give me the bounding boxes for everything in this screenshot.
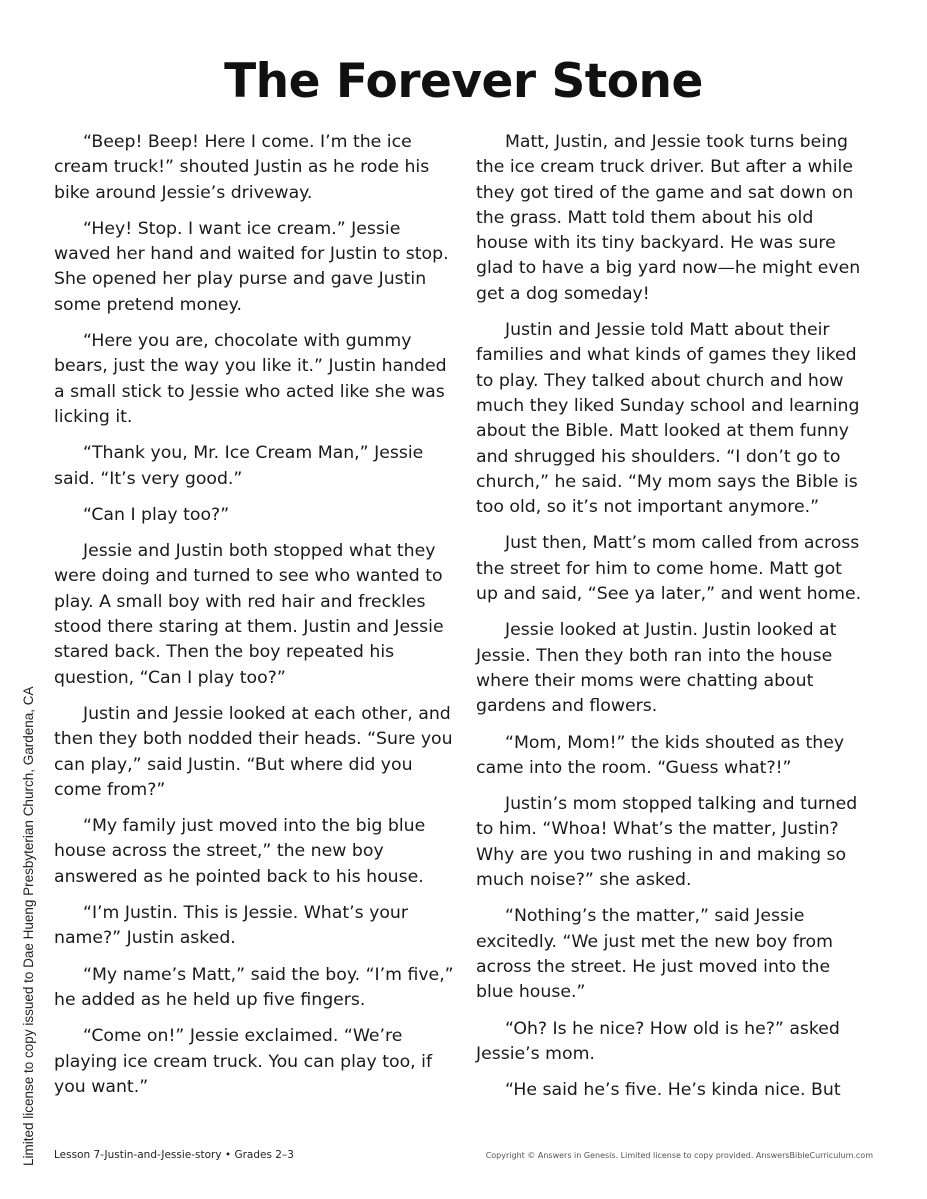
footer-copyright: Copyright © Answers in Genesis. Limited license to copy provided. AnswersBibleCurriculum.com <box>485 1151 873 1160</box>
page-title: The Forever Stone <box>224 54 703 109</box>
paragraph: “He said he’s five. He’s kinda nice. But <box>505 1080 841 1101</box>
license-sidebar: Limited license to copy issued to Dae Hueng Presbyterian Church, Gardena, CA <box>21 686 36 1166</box>
paragraph: Matt, Justin, and Jessie took turns being the ice cream truck driver. But after a while they got tired of the game and sat down on the grass. Matt told them about his old house with its tiny backyard. He was sure glad to have a big yard now—he might even get a dog someday! <box>476 132 861 304</box>
paragraph: “My name’s Matt,” said the boy. “I’m five,” he added as he held up five fingers. <box>54 964 454 1010</box>
paragraph: “Thank you, Mr. Ice Cream Man,” Jessie said. “It’s very good.” <box>54 443 424 489</box>
paragraph: Jessie and Justin both stopped what they were doing and turned to see who wanted to play. A small boy with red hair and freckles stood there staring at them. Justin and Jessie stared back. Then the boy repeated his question, “Can I play too?” <box>54 541 444 688</box>
paragraph: “My family just moved into the big blue house across the street,” the new boy answered as he pointed back to his house. <box>54 816 426 887</box>
paragraph: Justin and Jessie looked at each other, and then they both nodded their heads. “Sure you can play,” said Justin. “But where did you come from?” <box>54 703 453 800</box>
paragraph: Justin’s mom stopped talking and turned to him. “Whoa! What’s the matter, Justin? Why are you two rushing in and making so much noise?” she asked. <box>476 794 858 891</box>
paragraph: Just then, Matt’s mom called from across the street for him to come home. Matt got up and said, “See ya later,” and went home. <box>476 533 862 605</box>
paragraph: “Come on!” Jessie exclaimed. “We’re playing ice cream truck. You can play too, if you want.” <box>54 1026 433 1097</box>
story-column-left <box>54 130 454 1111</box>
paragraph: “Oh? Is he nice? How old is he?” asked Jessie’s mom. <box>476 1018 840 1064</box>
footer-lesson-label: Lesson 7-Justin-and-Jessie-story • Grades 2–3 <box>54 1149 294 1161</box>
paragraph: Justin and Jessie told Matt about their families and what kinds of games they liked to play. They talked about church and how much they liked Sunday school and learning about the Bible. Matt looked at them funny and shrugged his shoulders. “I don’t go to church,” he said. “My mom says the Bible is too old, so it’s not important anymore.” <box>476 320 860 518</box>
paragraph: “Beep! Beep! Here I come. I’m the ice cream truck!” shouted Justin as he rode his bike around Jessie’s driveway. <box>54 132 430 203</box>
paragraph: “I’m Justin. This is Jessie. What’s your name?” Justin asked. <box>54 903 408 949</box>
paragraph: “Nothing’s the matter,” said Jessie excitedly. “We just met the new boy from across the street. He just moved into the blue house.” <box>476 906 833 1003</box>
paragraph: Jessie looked at Justin. Justin looked at Jessie. Then they both ran into the house where their moms were chatting about gardens and flowers. <box>476 620 837 717</box>
paragraph: “Here you are, chocolate with gummy bears, just the way you like it.” Justin handed a small stick to Jessie who acted like she was licking it. <box>54 331 447 427</box>
paragraph: “Can I play too?” <box>83 504 230 525</box>
paragraph: “Mom, Mom!” the kids shouted as they came into the room. “Guess what?!” <box>476 732 845 778</box>
story-column-right <box>476 130 868 1114</box>
paragraph: “Hey! Stop. I want ice cream.” Jessie waved her hand and waited for Justin to stop. She opened her play purse and gave Justin some pretend money. <box>54 218 449 315</box>
